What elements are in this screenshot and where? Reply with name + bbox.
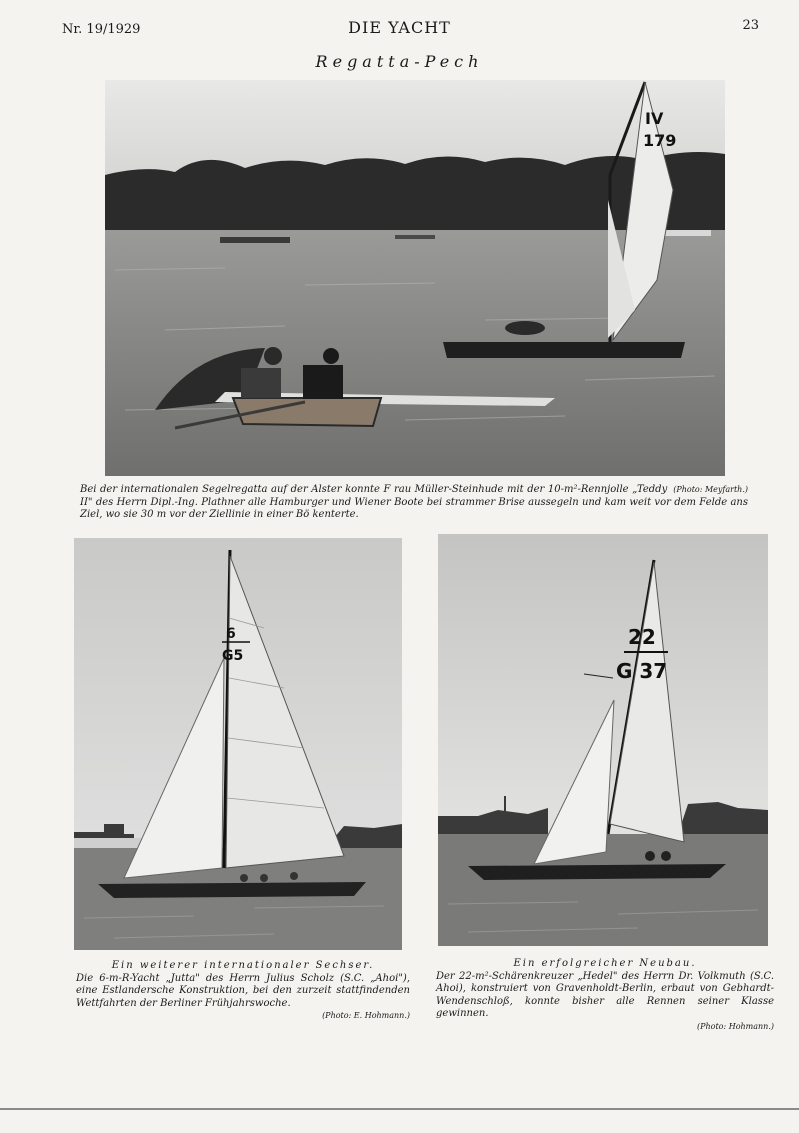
- sail-number-22: 22: [628, 625, 656, 649]
- photo-credit-top: (Photo: Meyfarth.): [673, 485, 748, 494]
- photo-credit-bottom-right: (Photo: Hohmann.): [696, 1021, 774, 1031]
- photo-six-metre-yacht-image: [74, 538, 402, 950]
- magazine-title: DIE YACHT: [348, 18, 451, 37]
- caption-bottom-right-text: Der 22-m²-Schärenkreuzer „Hedel" des Herrn Dr. Volkmuth (S.C. Ahoi), konstruiert von Gravenholdt-Berlin, erbaut von Gebhardt-Wendenschloß, konnte bisher alle Rennen seiner Klasse gewinnen.: [436, 970, 774, 1019]
- issue-number: Nr. 19/1929: [62, 22, 141, 37]
- caption-bottom-left-heading: Ein weiterer internationaler Sechser.: [111, 960, 375, 971]
- page-edge-divider: [0, 1108, 799, 1110]
- caption-bottom-left: [76, 960, 410, 1023]
- photo-credit-bottom-left: (Photo: E. Hohmann.): [322, 1011, 410, 1020]
- photo-six-metre-yacht: [74, 538, 402, 950]
- sail-number-iv: IV: [645, 109, 664, 128]
- caption-bottom-left-text: Die 6-m-R-Yacht „Jutta" des Herrn Julius Scholz (S.C. „Ahoi"), eine Estlandersche Konstruktion, bei den zurzeit stattfindenden Wettfahrten der Berliner Frühjahrswoche.: [76, 972, 410, 1009]
- photo-capsized-dinghy: [105, 80, 725, 476]
- sail-number-179: 179: [643, 131, 677, 150]
- caption-bottom-right-heading: Ein erfolgreicher Neubau.: [513, 958, 697, 969]
- caption-bottom-right: [436, 958, 774, 1033]
- photo-skerry-cruiser: [438, 534, 768, 946]
- photo-capsized-dinghy-image: [105, 80, 725, 476]
- page-header: [0, 16, 799, 40]
- photo-skerry-cruiser-image: [438, 534, 768, 946]
- sail-number-6: 6: [226, 626, 236, 642]
- caption-top-photo: [80, 484, 748, 522]
- sail-number-g37: G 37: [616, 659, 668, 683]
- page-number: 23: [742, 18, 759, 33]
- sail-number-g5: G5: [222, 648, 244, 664]
- section-title: Regatta-Pech: [315, 52, 484, 71]
- caption-top-text: Bei der internationalen Segelregatta auf der Alster konnte F rau Müller-Steinhude mit der 10-m²-Rennjolle „Teddy II" des Herrn Dipl.-Ing. Plathner alle Hamburger und Wiener Boote bei strammer Brise aussegeln und kam weit vor dem Felde ans Ziel, wo sie 30 m vor der Ziellinie in einer Bö kenterte.: [80, 484, 748, 520]
